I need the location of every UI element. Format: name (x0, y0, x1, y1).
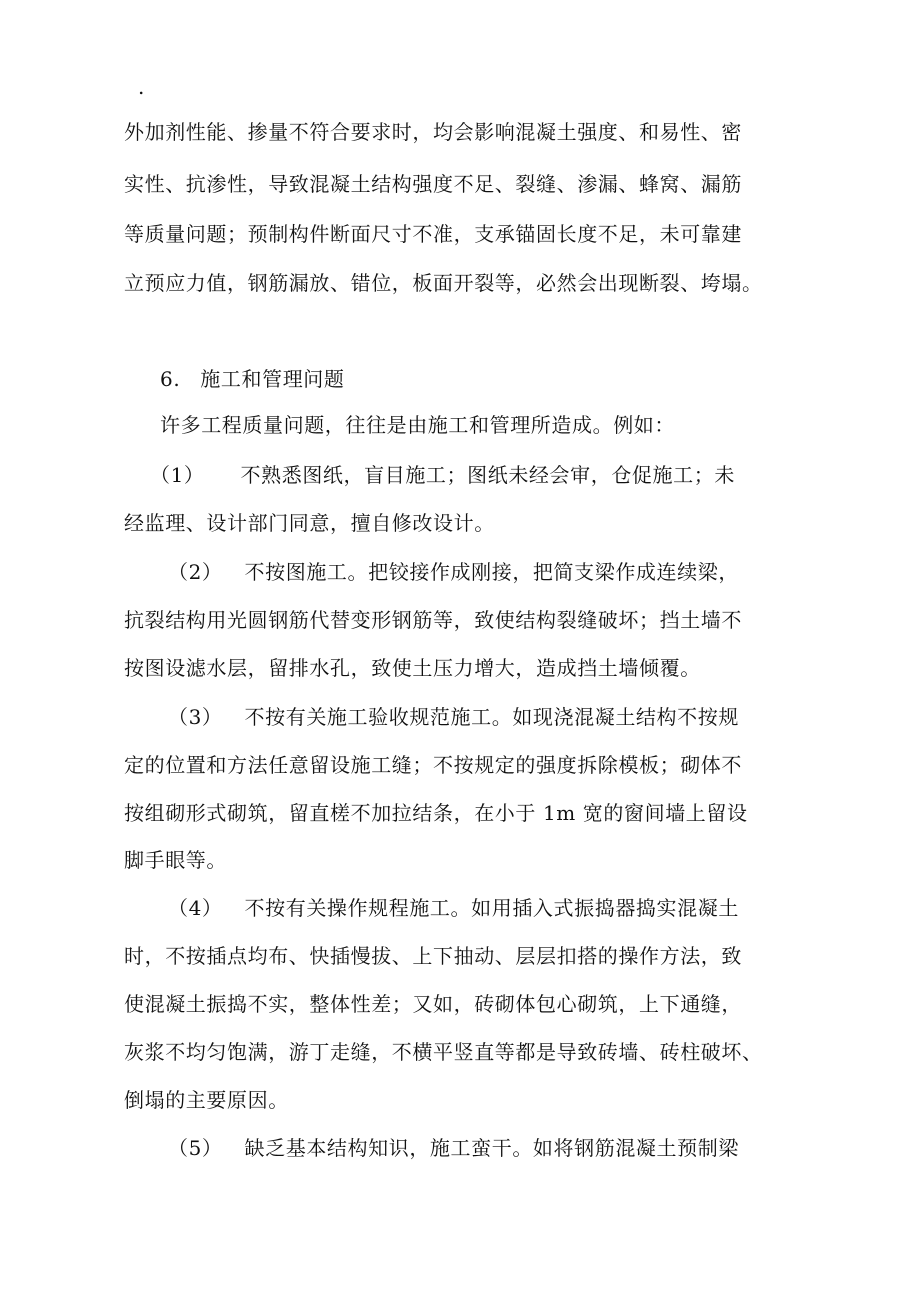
item-line: 不按有关操作规程施工。如用插入式振捣器捣实混凝土 (244, 896, 739, 920)
paragraph-line: 实性、抗渗性，导致混凝土结构强度不足、裂缝、渗漏、蜂窝、漏筋 (124, 172, 742, 196)
paragraph-line: 外加剂性能、掺量不符合要求时，均会影响混凝土强度、和易性、密 (124, 120, 742, 144)
section-heading (160, 364, 345, 394)
item-line: 抗裂结构用光圆钢筋代替变形钢筋等，致使结构裂缝破坏；挡土墙不 (124, 608, 742, 632)
item-line: 按组砌形式砌筑，留直槎不加拉结条，在小于 1m 宽的窗间墙上留设 (124, 801, 748, 825)
item-marker: （4） (168, 896, 223, 920)
item-line: 使混凝土振捣不实，整体性差；又如，砖砌体包心砌筑，上下通缝， (124, 992, 742, 1016)
paragraph-line: 立预应力值，钢筋漏放、错位，板面开裂等，必然会出现断裂、垮塌。 (124, 271, 763, 295)
item-line: 时，不按插点均布、快插慢拔、上下抽动、层层扣搭的操作方法，致 (124, 944, 742, 968)
item-line: 不按有关施工验收规范施工。如现浇混凝土结构不按规 (244, 705, 739, 729)
list-item (168, 1133, 739, 1163)
list-item (168, 893, 739, 923)
item-line: 不按图施工。把铰接作成刚接，把简支梁作成连续梁， (244, 560, 739, 584)
item-line: 定的位置和方法任意留设施工缝；不按规定的强度拆除模板；砌体不 (124, 753, 742, 777)
list-item (168, 557, 739, 587)
item-line: 不熟悉图纸，盲目施工；图纸未经会审，仓促施工；未 (240, 463, 735, 487)
item-line: 按图设滤水层，留排水孔，致使土压力增大，造成挡土墙倾覆。 (124, 656, 701, 680)
item-line: 灰浆不均匀饱满，游丁走缝，不横平竖直等都是导致砖墙、砖柱破坏、 (124, 1040, 763, 1064)
header-mark: . (138, 75, 145, 99)
intro-line: 许多工程质量问题，往往是由施工和管理所造成。例如： (160, 413, 675, 437)
item-line: 倒塌的主要原因。 (124, 1088, 289, 1112)
paragraph-line: 等质量问题；预制构件断面尺寸不准，支承锚固长度不足，未可靠建 (124, 222, 742, 246)
section-number: 6. (160, 367, 181, 391)
list-item (150, 460, 735, 490)
list-item (168, 702, 739, 732)
section-title: 施工和管理问题 (200, 367, 345, 391)
item-marker: （5） (168, 1136, 223, 1160)
item-marker: （1） (150, 463, 205, 487)
item-line: 经监理、设计部门同意，擅自修改设计。 (124, 511, 495, 535)
item-marker: （3） (168, 705, 223, 729)
item-marker: （2） (168, 560, 223, 584)
item-line: 脚手眼等。 (124, 848, 227, 872)
item-line: 缺乏基本结构知识，施工蛮干。如将钢筋混凝土预制梁 (244, 1136, 739, 1160)
